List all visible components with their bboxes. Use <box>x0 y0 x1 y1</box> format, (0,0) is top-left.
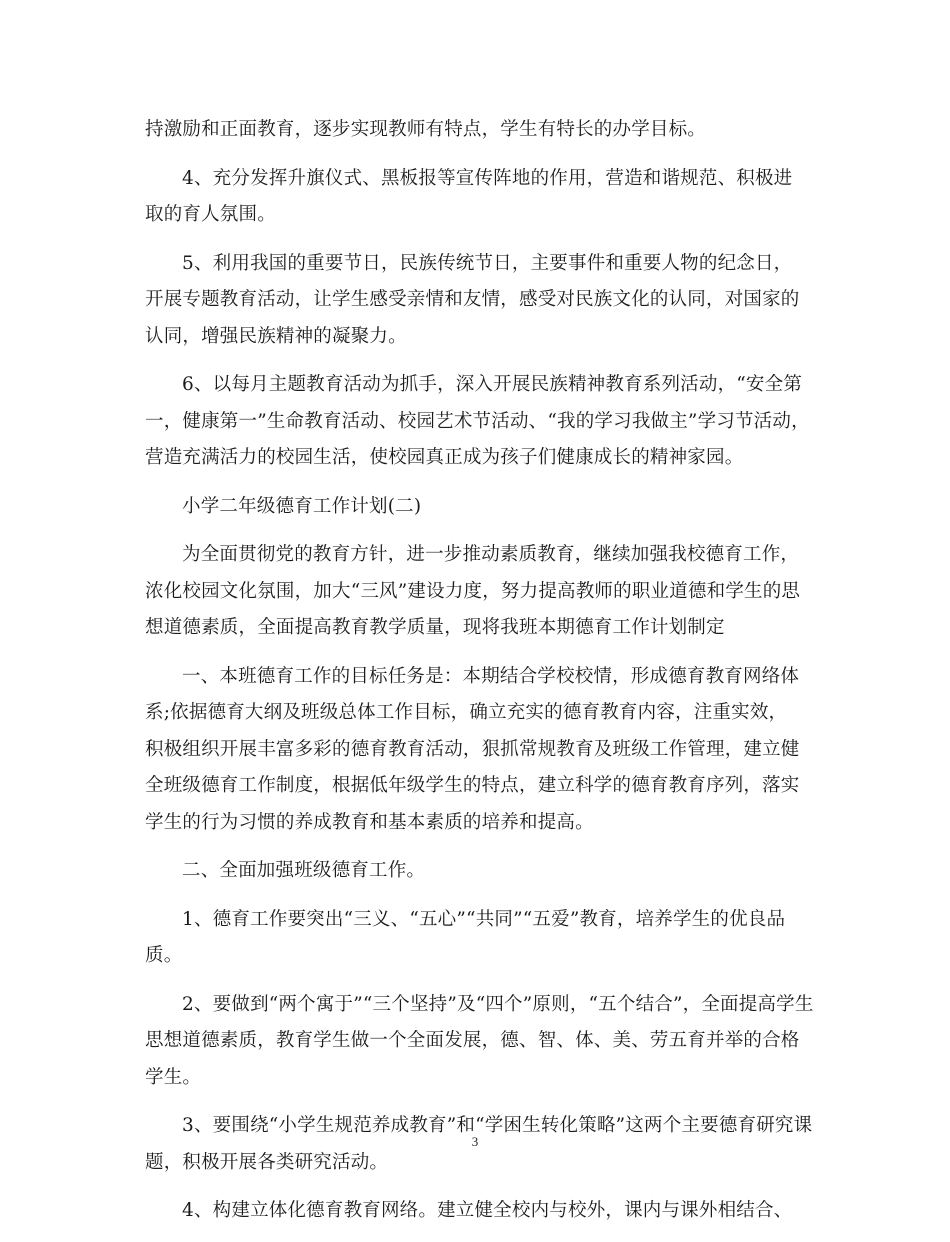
text-line: 4、充分发挥升旗仪式、黑板报等宣传阵地的作用，营造和谐规范、积极进 <box>182 167 793 189</box>
text-line: 学生的行为习惯的养成教育和基本素质的培养和提高。 <box>145 811 594 833</box>
paragraph <box>145 987 815 1097</box>
text-line: 5、利用我国的重要节日，民族传统节日，主要事件和重要人物的纪念日， <box>182 252 793 274</box>
text-line: 为全面贯彻党的教育方针，进一步推动素质教育，继续加强我校德育工作， <box>182 544 800 565</box>
text-line: 系;依据德育大纲及班级总体工作目标，确立充实的德育教育内容，注重实效， <box>145 702 788 723</box>
text-line: 全班级德育工作制度，根据低年级学生的特点，建立科学的德育教育序列，落实 <box>145 775 800 796</box>
text-line: 积极组织开展丰富多彩的德育教育活动，狠抓常规教育及班级工作管理，建立健 <box>145 738 800 760</box>
text-line: 4、构建立体化德育教育网络。建立健全校内与校外，课内与课外相结合、 <box>182 1200 793 1221</box>
paragraph <box>145 367 815 477</box>
paragraph <box>145 537 815 647</box>
text-line: 6、以每月主题教育活动为抓手，深入开展民族精神教育系列活动，“安全第 <box>182 374 803 395</box>
text-line: 小学二年级德育工作计划(二) <box>182 495 422 517</box>
text-line: 质。 <box>145 945 183 966</box>
paragraph <box>145 246 815 356</box>
text-line: 持激励和正面教育，逐步实现教师有特点，学生有特长的办学目标。 <box>145 119 707 140</box>
text-line: 认同，增强民族精神的凝聚力。 <box>145 325 407 347</box>
page-number: 3 <box>471 1134 479 1149</box>
text-line: 一、本班德育工作的目标任务是：本期结合学校校情，形成德育教育网络体 <box>182 665 800 687</box>
text-line: 取的育人氛围。 <box>145 204 276 225</box>
text-line: 学生。 <box>145 1066 202 1088</box>
text-line: 浓化校园文化氛围，加大“三风”建设力度，努力提高教师的职业道德和学生的思 <box>145 580 801 602</box>
text-line: 一，健康第一”生命教育活动、校园艺术节活动、“我的学习我做主”学习节活动， <box>145 410 810 432</box>
text-line: 2、要做到“两个寓于”“三个坚持”及“四个”原则，“五个结合”，全面提高学生 <box>182 993 814 1015</box>
text-line: 题，积极开展各类研究活动。 <box>145 1151 389 1173</box>
paragraph <box>145 489 815 526</box>
paragraph <box>145 659 815 842</box>
text-line: 二、全面加强班级德育工作。 <box>182 860 426 881</box>
text-line: 思想道德素质，教育学生做一个全面发展，德、智、体、美、劳五育并举的合格 <box>145 1030 800 1051</box>
paragraph <box>145 853 815 890</box>
text-line: 1、德育工作要突出“三义、“五心”“共同”“五爱”教育，培养学生的优良品 <box>182 908 786 930</box>
text-line: 3、要围绕“小学生规范养成教育”和“学困生转化策略”这两个主要德育研究课 <box>182 1115 813 1136</box>
paragraph <box>145 112 815 149</box>
paragraph <box>145 161 815 234</box>
paragraph <box>145 902 815 975</box>
paragraph <box>145 1193 815 1230</box>
document-body <box>145 112 815 1242</box>
text-line: 开展专题教育活动，让学生感受亲情和友情，感受对民族文化的认同，对国家的 <box>145 289 800 310</box>
text-line: 营造充满活力的校园生活，使校园真正成为孩子们健康成长的精神家园。 <box>145 447 744 468</box>
text-line: 想道德素质，全面提高教育教学质量，现将我班本期德育工作计划制定 <box>145 617 725 638</box>
